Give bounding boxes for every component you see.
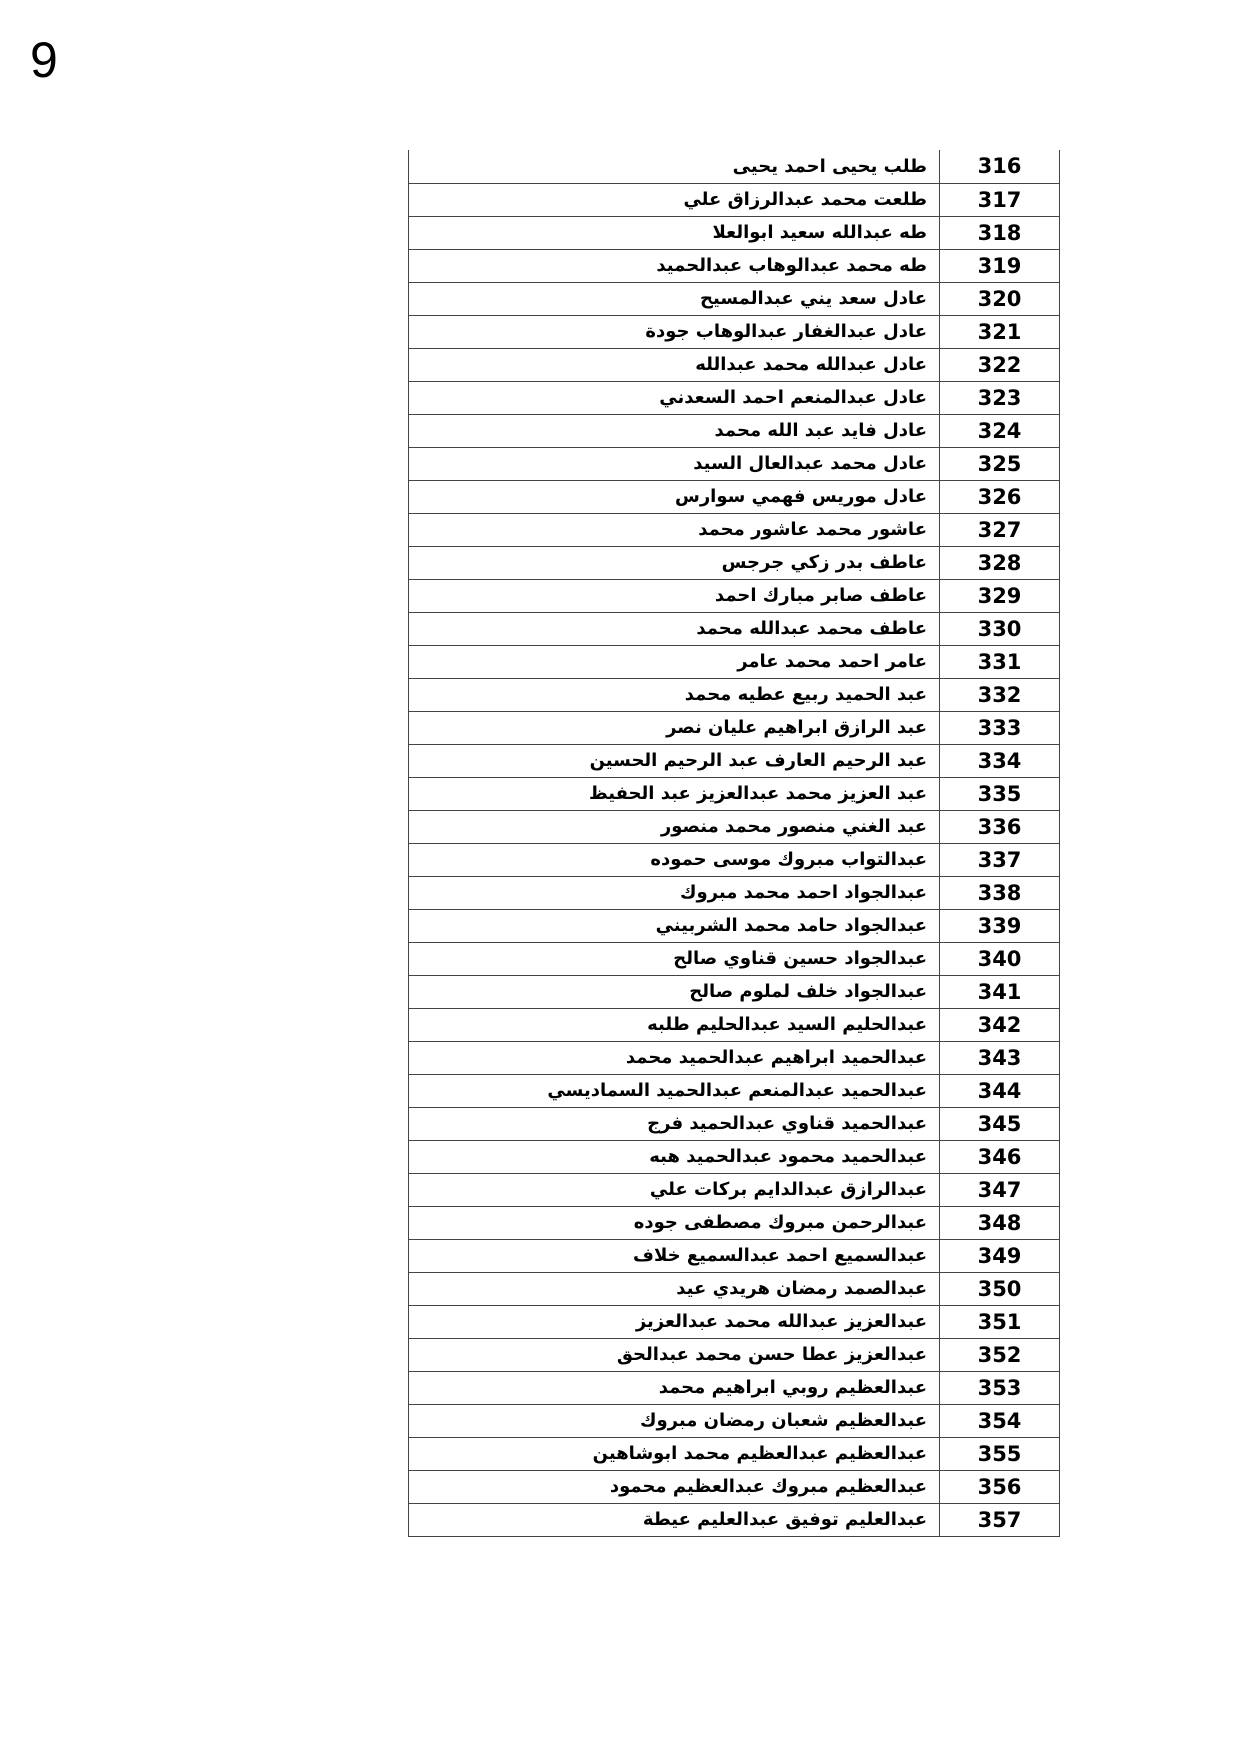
row-number-cell: 333 — [940, 711, 1060, 744]
name-cell: عادل سعد يني عبدالمسيح — [409, 282, 940, 315]
name-cell: عبدالعزيز عطا حسن محمد عبدالحق — [409, 1338, 940, 1371]
name-cell: عبدالحميد قناوي عبدالحميد فرج — [409, 1107, 940, 1140]
table-row — [409, 678, 1060, 711]
row-number-cell: 330 — [940, 612, 1060, 645]
row-number-cell: 350 — [940, 1272, 1060, 1305]
name-cell: عاطف بدر زكي جرجس — [409, 546, 940, 579]
row-number-cell: 329 — [940, 579, 1060, 612]
name-cell: عادل عبدالله محمد عبدالله — [409, 348, 940, 381]
table-row — [409, 1107, 1060, 1140]
row-number-cell: 336 — [940, 810, 1060, 843]
row-number-cell: 319 — [940, 249, 1060, 282]
table-row — [409, 1173, 1060, 1206]
table-row — [409, 942, 1060, 975]
row-number-cell: 328 — [940, 546, 1060, 579]
table-row — [409, 843, 1060, 876]
name-cell: عبدالعزيز عبدالله محمد عبدالعزيز — [409, 1305, 940, 1338]
row-number-cell: 321 — [940, 315, 1060, 348]
name-cell: عبدالعظيم شعبان رمضان مبروك — [409, 1404, 940, 1437]
row-number-cell: 357 — [940, 1503, 1060, 1536]
name-cell: عبدالحميد ابراهيم عبدالحميد محمد — [409, 1041, 940, 1074]
row-number-cell: 339 — [940, 909, 1060, 942]
row-number-cell: 322 — [940, 348, 1060, 381]
name-cell: عبد العزيز محمد عبدالعزيز عبد الحفيظ — [409, 777, 940, 810]
row-number-cell: 334 — [940, 744, 1060, 777]
page-number: 9 — [30, 32, 58, 88]
name-cell: عبدالحميد عبدالمنعم عبدالحميد السماديسي — [409, 1074, 940, 1107]
name-cell: طلعت محمد عبدالرزاق علي — [409, 183, 940, 216]
name-cell: عبد الغني منصور محمد منصور — [409, 810, 940, 843]
table-row — [409, 744, 1060, 777]
row-number-cell: 323 — [940, 381, 1060, 414]
table-row — [409, 414, 1060, 447]
table-row — [409, 249, 1060, 282]
table-row — [409, 282, 1060, 315]
name-cell: عبدالسميع احمد عبدالسميع خلاف — [409, 1239, 940, 1272]
row-number-cell: 343 — [940, 1041, 1060, 1074]
table-row — [409, 1239, 1060, 1272]
table-row — [409, 1404, 1060, 1437]
row-number-cell: 324 — [940, 414, 1060, 447]
row-number-cell: 349 — [940, 1239, 1060, 1272]
name-cell: عبدالعظيم روبي ابراهيم محمد — [409, 1371, 940, 1404]
row-number-cell: 353 — [940, 1371, 1060, 1404]
table-row — [409, 1008, 1060, 1041]
table-row — [409, 480, 1060, 513]
row-number-cell: 316 — [940, 150, 1060, 183]
name-cell: عاطف صابر مبارك احمد — [409, 579, 940, 612]
table-row — [409, 579, 1060, 612]
name-cell: طه عبدالله سعيد ابوالعلا — [409, 216, 940, 249]
table-row — [409, 711, 1060, 744]
name-cell: عبدالرازق عبدالدايم بركات علي — [409, 1173, 940, 1206]
row-number-cell: 338 — [940, 876, 1060, 909]
row-number-cell: 354 — [940, 1404, 1060, 1437]
table-row — [409, 315, 1060, 348]
row-number-cell: 342 — [940, 1008, 1060, 1041]
table-row — [409, 546, 1060, 579]
row-number-cell: 341 — [940, 975, 1060, 1008]
row-number-cell: 356 — [940, 1470, 1060, 1503]
table-row — [409, 1074, 1060, 1107]
table-row — [409, 447, 1060, 480]
row-number-cell: 347 — [940, 1173, 1060, 1206]
name-cell: عبدالحميد محمود عبدالحميد هبه — [409, 1140, 940, 1173]
names-table — [408, 150, 1060, 1537]
name-cell: عادل موريس فهمي سوارس — [409, 480, 940, 513]
table-row — [409, 612, 1060, 645]
name-cell: عبدالعليم توفيق عبدالعليم عيطة — [409, 1503, 940, 1536]
name-cell: عاشور محمد عاشور محمد — [409, 513, 940, 546]
table-row — [409, 1206, 1060, 1239]
name-cell: عبدالتواب مبروك موسى حموده — [409, 843, 940, 876]
name-cell: عادل فايد عبد الله محمد — [409, 414, 940, 447]
table-row — [409, 1371, 1060, 1404]
name-cell: عبدالجواد حسين قناوي صالح — [409, 942, 940, 975]
name-cell: عبد الحميد ربيع عطيه محمد — [409, 678, 940, 711]
row-number-cell: 332 — [940, 678, 1060, 711]
name-cell: عادل عبدالمنعم احمد السعدني — [409, 381, 940, 414]
name-cell: عبدالعظيم مبروك عبدالعظيم محمود — [409, 1470, 940, 1503]
table-row — [409, 183, 1060, 216]
table-row — [409, 1140, 1060, 1173]
row-number-cell: 326 — [940, 480, 1060, 513]
name-cell: عبدالجواد خلف لملوم صالح — [409, 975, 940, 1008]
table-row — [409, 645, 1060, 678]
table-row — [409, 513, 1060, 546]
name-cell: عبدالعظيم عبدالعظيم محمد ابوشاهين — [409, 1437, 940, 1470]
row-number-cell: 345 — [940, 1107, 1060, 1140]
table-row — [409, 150, 1060, 183]
row-number-cell: 340 — [940, 942, 1060, 975]
row-number-cell: 346 — [940, 1140, 1060, 1173]
row-number-cell: 352 — [940, 1338, 1060, 1371]
name-cell: عادل محمد عبدالعال السيد — [409, 447, 940, 480]
name-cell: عادل عبدالغفار عبدالوهاب جودة — [409, 315, 940, 348]
name-cell: عامر احمد محمد عامر — [409, 645, 940, 678]
table-row — [409, 1338, 1060, 1371]
name-cell: عبد الرحيم العارف عبد الرحيم الحسين — [409, 744, 940, 777]
row-number-cell: 318 — [940, 216, 1060, 249]
name-cell: عبدالصمد رمضان هريدي عيد — [409, 1272, 940, 1305]
row-number-cell: 344 — [940, 1074, 1060, 1107]
row-number-cell: 317 — [940, 183, 1060, 216]
table-row — [409, 1041, 1060, 1074]
table-row — [409, 1470, 1060, 1503]
table-row — [409, 348, 1060, 381]
row-number-cell: 331 — [940, 645, 1060, 678]
name-cell: عبدالجواد حامد محمد الشربيني — [409, 909, 940, 942]
name-cell: عبدالجواد احمد محمد مبروك — [409, 876, 940, 909]
name-cell: عبدالرحمن مبروك مصطفى جوده — [409, 1206, 940, 1239]
row-number-cell: 351 — [940, 1305, 1060, 1338]
name-cell: عبدالحليم السيد عبدالحليم طلبه — [409, 1008, 940, 1041]
row-number-cell: 320 — [940, 282, 1060, 315]
row-number-cell: 327 — [940, 513, 1060, 546]
table-row — [409, 810, 1060, 843]
name-cell: طه محمد عبدالوهاب عبدالحميد — [409, 249, 940, 282]
row-number-cell: 335 — [940, 777, 1060, 810]
name-cell: عبد الرازق ابراهيم عليان نصر — [409, 711, 940, 744]
table-row — [409, 381, 1060, 414]
names-table-body — [409, 150, 1060, 1536]
name-cell: طلب يحيى احمد يحيى — [409, 150, 940, 183]
name-cell: عاطف محمد عبدالله محمد — [409, 612, 940, 645]
table-row — [409, 1437, 1060, 1470]
row-number-cell: 355 — [940, 1437, 1060, 1470]
table-row — [409, 909, 1060, 942]
table-row — [409, 777, 1060, 810]
row-number-cell: 337 — [940, 843, 1060, 876]
table-row — [409, 876, 1060, 909]
table-row — [409, 1305, 1060, 1338]
row-number-cell: 348 — [940, 1206, 1060, 1239]
table-row — [409, 1272, 1060, 1305]
table-row — [409, 216, 1060, 249]
table-row — [409, 975, 1060, 1008]
row-number-cell: 325 — [940, 447, 1060, 480]
table-row — [409, 1503, 1060, 1536]
